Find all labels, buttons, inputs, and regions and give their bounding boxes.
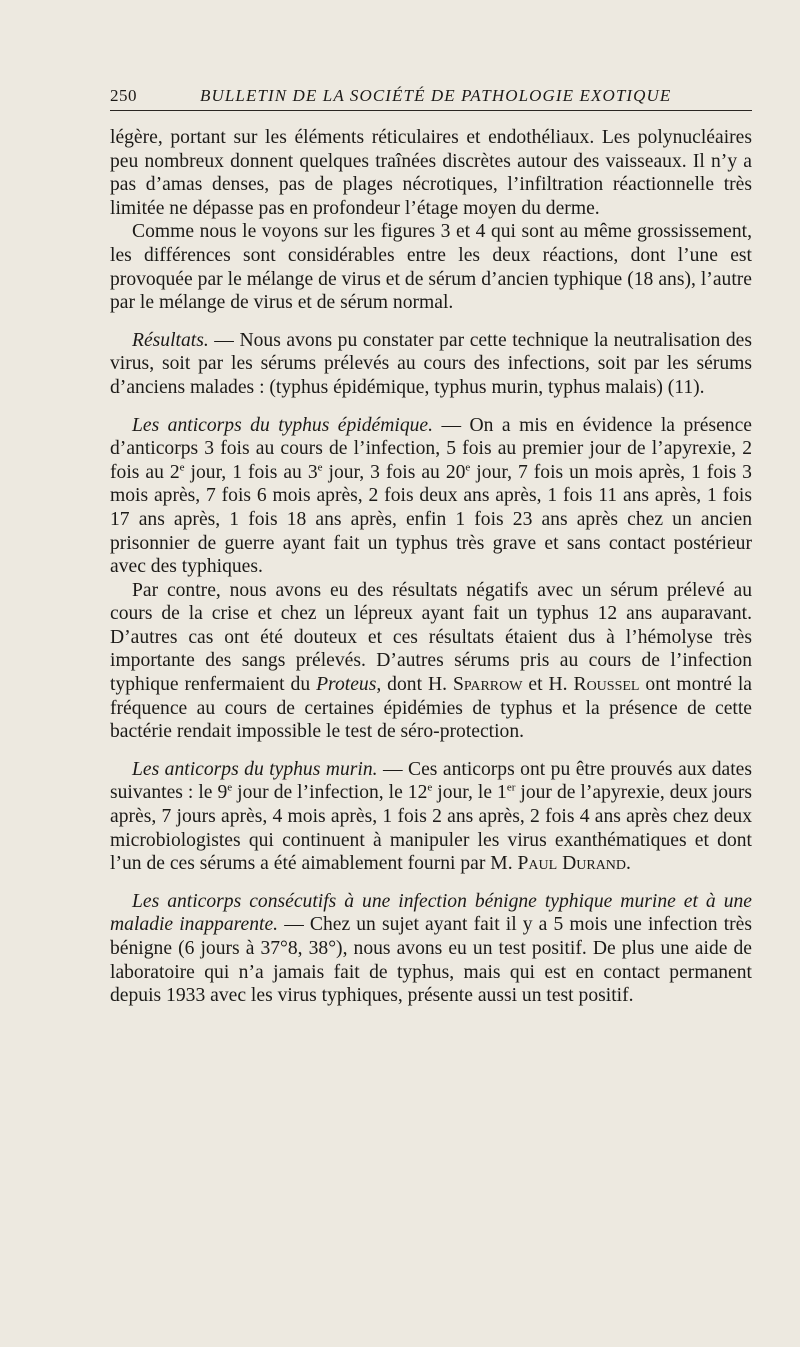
paragraph-text: jour, 7 fois un mois après, 1 fois 3 mois après, 7 fois 6 mois après, 2 fois deux ans après, 1 fois 11 ans après, 1 fois 17 ans après, 1 fois 18 ans après, enfin 1 fois 23 ans après chez un ancien prisonnier de guerre ayant fait un typhus très grave et sans contact postérieur avec des typhiques. xyxy=(110,461,752,578)
paragraph-text: jour de l’apyrexie, deux jours après, 7 jours après, 4 mois après, 1 fois 2 ans après, 2 fois 4 ans après chez deux microbiologistes qui continuent à manipuler les virus exanthématiques et dont l’un de ces sérums a été aimablement fourni par M. xyxy=(110,782,752,875)
paragraph-negative-results xyxy=(110,579,752,744)
paragraph-text: jour de l’infection, le 12 xyxy=(232,782,428,804)
superscript: e xyxy=(179,461,185,474)
journal-title: BULLETIN DE LA SOCIÉTÉ DE PATHOLOGIE EXOTIQUE xyxy=(200,86,672,105)
paragraph-epidemic-typhus xyxy=(110,414,752,579)
paragraph-text: jour, 3 fois au 20 xyxy=(322,461,466,483)
author-name: Paul Durand xyxy=(517,853,627,875)
section-heading: Résultats. xyxy=(132,329,209,351)
running-head xyxy=(110,86,752,111)
paragraph-figures xyxy=(110,220,752,314)
paragraph-text: — On a mis en évidence la présence d’anticorps 3 fois au cours de l’infection, 5 fois au premier jour de l’apyrexie, 2 fois au 2 xyxy=(110,414,752,483)
section-heading: Les anticorps du typhus épidémique. xyxy=(132,414,434,436)
paragraph-text: . xyxy=(626,853,631,875)
paragraph-text: Par contre, nous avons eu des résultats négatifs avec un sérum prélevé au cours de la crise et chez un lépreux ayant fait un typhus 12 ans auparavant. D’autres cas ont été douteux et ces résultats étaient dus à l’hémolyse très importante des sangs prélevés. D’autres sérums pris au cours de l’infection typhique renfermaient du xyxy=(110,579,752,696)
author-name: Sparrow xyxy=(452,674,523,696)
paragraph-text: ont montré la fréquence au cours de certaines épidémies de typhus et la présence de cette bactérie rendait impossible le test de séro-protection. xyxy=(110,674,752,743)
paragraph-text: jour, 1 fois au 3 xyxy=(184,461,318,483)
section-heading: Les anticorps du typhus murin. xyxy=(132,758,378,780)
superscript: e xyxy=(317,461,323,474)
paragraph-benign-infection xyxy=(110,890,752,1008)
superscript: e xyxy=(465,461,471,474)
superscript: e xyxy=(227,781,233,794)
paragraph-continued xyxy=(110,126,752,220)
paragraph-text: Comme nous le voyons sur les figures 3 et 4 qui sont au même grossissement, les différences sont considérables entre les deux réactions, dont l’une est provoquée par le mélange de virus et de sérum d’ancien typhique (18 ans), l’autre par le mélange de virus et de sérum normal. xyxy=(110,221,752,314)
species-name: Proteus xyxy=(316,674,377,696)
superscript: e xyxy=(427,781,433,794)
body-text xyxy=(110,126,752,1008)
paragraph-text: , dont H. xyxy=(376,674,453,696)
paragraph-results xyxy=(110,329,752,400)
paragraph-text: — Nous avons pu constater par cette technique la neutralisation des virus, soit par les sérums prélevés au cours des infections, soit par les sérums d’anciens malades : (typhus épidémique, typhus murin, typhus malais) (11). xyxy=(110,329,752,398)
paragraph-text: et H. xyxy=(522,674,574,696)
paragraph-text: légère, portant sur les éléments réticulaires et endothéliaux. Les polynucléaires peu nombreux donnent quelques traînées discrètes autour des vaisseaux. Il n’y a pas d’amas denses, pas de plages nécrotiques, l’infiltration réactionnelle très limitée ne dépasse pas en profondeur l’étage moyen du derme. xyxy=(110,127,752,219)
author-name: Roussel xyxy=(573,674,640,696)
section-heading: Les anticorps consécutifs à une infection bénigne typhique murine et à une maladie inapparente. xyxy=(110,890,752,936)
page-number: 250 xyxy=(110,86,137,105)
superscript: er xyxy=(506,781,516,794)
paragraph-murine-typhus xyxy=(110,758,752,876)
paragraph-text: jour, le 1 xyxy=(432,782,507,804)
paragraph-text: — Chez un sujet ayant fait il y a 5 mois une infection très bénigne (6 jours à 37°8, 38°), nous avons eu un test positif. De plus une aide de laboratoire qui n’a jamais fait de typhus, mais qui est en contact permanent depuis 1933 avec les virus typhiques, présente aussi un test positif. xyxy=(110,914,752,1007)
paragraph-text: — Ces anticorps ont pu être prouvés aux dates suivantes : le 9 xyxy=(110,758,753,804)
